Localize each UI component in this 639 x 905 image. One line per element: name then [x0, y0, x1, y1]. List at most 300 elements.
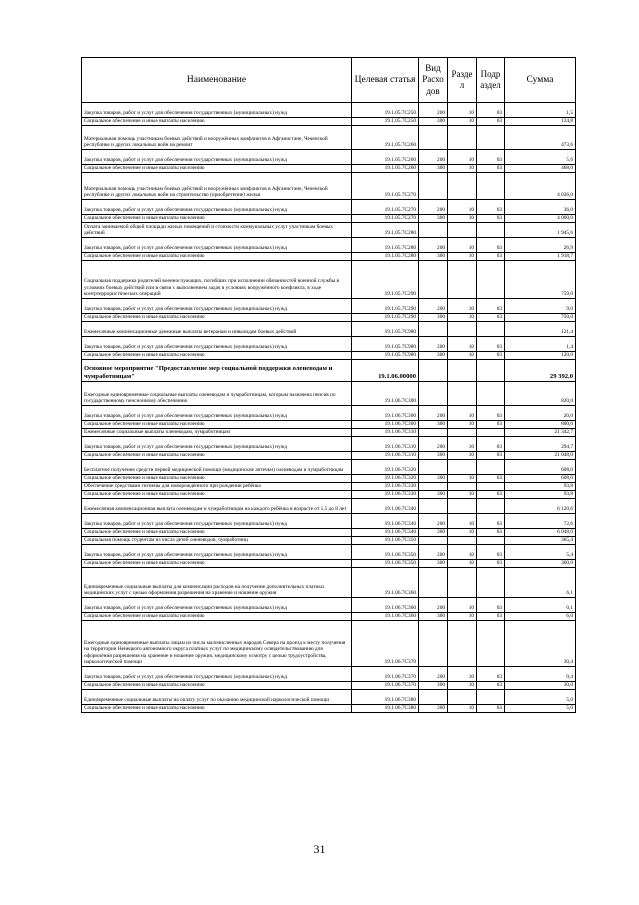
table-row — [82, 360, 576, 382]
cell-name: Социальное обеспечение и иные выплаты населению — [82, 475, 352, 483]
table-row — [82, 421, 576, 429]
table-row — [82, 483, 576, 491]
cell-expense-type — [419, 360, 448, 382]
cell-section: 10 — [448, 337, 477, 352]
cell-name: Оплата занимаемой общей площади жилых помещений и стоимости коммунальных услуг участникам боевых действий — [82, 223, 352, 238]
cell-expense-type: 300 — [419, 560, 448, 568]
cell-amount: 21 048,0 — [505, 452, 576, 460]
cell-subsection: 03 — [477, 475, 505, 483]
cell-subsection — [477, 499, 505, 514]
cell-article: 19.1.05.7С290 — [352, 314, 419, 322]
table-row — [82, 215, 576, 223]
cell-subsection: 03 — [477, 253, 505, 261]
cell-expense-type — [419, 173, 448, 200]
cell-expense-type: 200 — [419, 299, 448, 314]
table-row — [82, 598, 576, 613]
cell-article: 19.1.05.7С260 — [352, 126, 419, 150]
cell-subsection: 03 — [477, 337, 505, 352]
cell-name: Бесплатное получение средств первой медицинской помощи (медицинские аптечки) оленеводам и чумработницам — [82, 460, 352, 475]
table-row — [82, 499, 576, 514]
cell-expense-type: 200 — [419, 337, 448, 352]
cell-expense-type: 300 — [419, 452, 448, 460]
cell-article: 19.1.06.7С310 — [352, 437, 419, 452]
cell-expense-type: 300 — [419, 475, 448, 483]
cell-section — [448, 382, 477, 406]
cell-article: 19.1.06.7С300 — [352, 382, 419, 406]
cell-name: Социальное обеспечение и иные выплаты населению — [82, 452, 352, 460]
cell-subsection: 03 — [477, 150, 505, 165]
header-section: Разде л — [448, 58, 477, 103]
cell-expense-type — [419, 382, 448, 406]
cell-article: 19.1.06.7С320 — [352, 460, 419, 475]
table-row — [82, 621, 576, 667]
cell-article: 19.1.05.7С260 — [352, 150, 419, 165]
cell-section: 10 — [448, 529, 477, 537]
cell-article: 19.1.06.7С330 — [352, 491, 419, 499]
cell-expense-type — [419, 429, 448, 437]
cell-name: Социальное обеспечение и иные выплаты населению — [82, 421, 352, 429]
cell-name: Ежемесячные компенсационные денежные выплаты ветеранам и инвалидам боевых действий — [82, 322, 352, 337]
cell-subsection: 03 — [477, 667, 505, 682]
cell-article: 19.1.05.7С280 — [352, 253, 419, 261]
header-name: Наименование — [82, 58, 352, 103]
table-row — [82, 103, 576, 118]
cell-name: Социальное обеспечение и иные выплаты населению — [82, 560, 352, 568]
cell-expense-type: 200 — [419, 514, 448, 529]
cell-expense-type: 200 — [419, 200, 448, 215]
cell-expense-type — [419, 499, 448, 514]
cell-name: Ежегодные единовременные выплаты лицам из числа малочисленных народов Севера на проезд к месту получения на территории Ненецкого автономного округа платных услуг по медицинскому освидетельствованию для оформления разрешения на хранение и ношение оружия, медицинскому осмотру с целью трудоустройства, наркологической помощи — [82, 621, 352, 667]
cell-amount: 36,0 — [505, 200, 576, 215]
cell-name: Социальное обеспечение и иные выплаты населению — [82, 705, 352, 713]
cell-section: 10 — [448, 314, 477, 322]
cell-subsection: 03 — [477, 545, 505, 560]
cell-subsection: 03 — [477, 437, 505, 452]
cell-article: 19.1.05.7С270 — [352, 173, 419, 200]
cell-expense-type: 200 — [419, 103, 448, 118]
cell-section: 10 — [448, 421, 477, 429]
table-row — [82, 475, 576, 483]
cell-subsection: 03 — [477, 491, 505, 499]
cell-name: Материальная помощь участникам боевых действий и вооружённых конфликтов в Афганистане, Чеченской республике и других локальных войн на строительство (приобретение) жилья — [82, 173, 352, 200]
cell-amount: 473,6 — [505, 126, 576, 150]
cell-article: 19.1.05.7С280 — [352, 238, 419, 253]
cell-expense-type: 200 — [419, 437, 448, 452]
table-row — [82, 337, 576, 352]
cell-name: Социальное обеспечение и иные выплаты населению — [82, 682, 352, 690]
cell-name: Социальная помощь студентам из числа детей оленеводов, чумработниц — [82, 537, 352, 545]
table-row — [82, 429, 576, 437]
cell-article: 19.1.06.7С370 — [352, 621, 419, 667]
cell-subsection: 03 — [477, 452, 505, 460]
cell-name: Социальное обеспечение и иные выплаты населению — [82, 253, 352, 261]
cell-name: Закупка товаров, работ и услуг для обеспечения государственных (муниципальных) нужд — [82, 667, 352, 682]
cell-article: 19.1.05.7С980 — [352, 322, 419, 337]
cell-amount: 0,1 — [505, 598, 576, 613]
table-header-row — [82, 58, 576, 103]
cell-section — [448, 483, 477, 491]
cell-article: 19.1.06.7С350 — [352, 545, 419, 560]
header-amount: Сумма — [505, 58, 576, 103]
cell-name: Основное мероприятие "Предоставление мер социальной поддержки оленеводам и чумработницам" — [82, 360, 352, 382]
cell-subsection: 03 — [477, 560, 505, 568]
cell-subsection — [477, 223, 505, 238]
cell-expense-type: 300 — [419, 421, 448, 429]
cell-subsection: 03 — [477, 165, 505, 173]
cell-name: Материальная помощь участникам боевых действий и вооружённых конфликтов в Афганистане, Чеченской республике и других локальных войн на ремонт — [82, 126, 352, 150]
cell-article: 19.1.05.7С290 — [352, 299, 419, 314]
cell-expense-type — [419, 261, 448, 299]
cell-subsection: 03 — [477, 118, 505, 126]
table-row — [82, 437, 576, 452]
cell-article: 19.1.05.7С250 — [352, 103, 419, 118]
cell-name: Закупка товаров, работ и услуг для обеспечения государственных (муниципальных) нужд — [82, 103, 352, 118]
cell-amount: 29 392,0 — [505, 360, 576, 382]
cell-expense-type: 300 — [419, 352, 448, 360]
cell-section: 10 — [448, 165, 477, 173]
cell-section: 10 — [448, 238, 477, 253]
cell-section — [448, 173, 477, 200]
cell-subsection — [477, 382, 505, 406]
cell-subsection — [477, 360, 505, 382]
cell-name: Единовременные социальные выплаты для компенсации расходов на получение дополнительных платных медицинских услуг с целью оформления разрешения на хранение и ношение оружия — [82, 568, 352, 598]
cell-section: 10 — [448, 705, 477, 713]
cell-subsection: 03 — [477, 705, 505, 713]
cell-section: 10 — [448, 200, 477, 215]
table-row — [82, 613, 576, 621]
cell-expense-type: 200 — [419, 406, 448, 421]
cell-article: 19.1.06.7С360 — [352, 598, 419, 613]
cell-section — [448, 261, 477, 299]
cell-section: 10 — [448, 667, 477, 682]
cell-subsection — [477, 537, 505, 545]
cell-amount: 4 000,0 — [505, 215, 576, 223]
table-row — [82, 514, 576, 529]
table-row — [82, 238, 576, 253]
cell-expense-type — [419, 460, 448, 475]
header-expense-type: Вид Расхо дов — [419, 58, 448, 103]
cell-article: 19.1.06.7С360 — [352, 613, 419, 621]
cell-amount: 1 945,6 — [505, 223, 576, 238]
cell-section: 10 — [448, 613, 477, 621]
cell-name: Закупка товаров, работ и услуг для обеспечения государственных (муниципальных) нужд — [82, 514, 352, 529]
cell-subsection — [477, 126, 505, 150]
cell-article: 19.1.06.7С310 — [352, 452, 419, 460]
cell-section: 10 — [448, 514, 477, 529]
cell-name: Закупка товаров, работ и услуг для обеспечения государственных (муниципальных) нужд — [82, 598, 352, 613]
table-row — [82, 682, 576, 690]
cell-amount: 750,0 — [505, 314, 576, 322]
cell-expense-type: 300 — [419, 314, 448, 322]
table-row — [82, 200, 576, 215]
cell-expense-type — [419, 537, 448, 545]
cell-section — [448, 223, 477, 238]
cell-amount: 5,0 — [505, 690, 576, 705]
cell-amount: 800,0 — [505, 421, 576, 429]
cell-subsection: 03 — [477, 529, 505, 537]
table-row — [82, 118, 576, 126]
cell-amount: 365,4 — [505, 537, 576, 545]
cell-article: 19.1.05.7С270 — [352, 200, 419, 215]
cell-section — [448, 429, 477, 437]
table-row — [82, 165, 576, 173]
table-row — [82, 537, 576, 545]
cell-amount: 360,0 — [505, 560, 576, 568]
cell-article: 19.1.06.7С320 — [352, 475, 419, 483]
cell-expense-type: 200 — [419, 150, 448, 165]
cell-name: Социальное обеспечение и иные выплаты населению — [82, 215, 352, 223]
table-row — [82, 491, 576, 499]
table-row — [82, 261, 576, 299]
cell-name: Закупка товаров, работ и услуг для обеспечения государственных (муниципальных) нужд — [82, 200, 352, 215]
cell-expense-type: 300 — [419, 118, 448, 126]
cell-section: 10 — [448, 150, 477, 165]
cell-name: Закупка товаров, работ и услуг для обеспечения государственных (муниципальных) нужд — [82, 406, 352, 421]
table-row — [82, 253, 576, 261]
cell-expense-type — [419, 126, 448, 150]
cell-article: 19.1.06.7С380 — [352, 690, 419, 705]
cell-name: Закупка товаров, работ и услуг для обеспечения государственных (муниципальных) нужд — [82, 545, 352, 560]
table-row — [82, 452, 576, 460]
cell-amount: 72,6 — [505, 514, 576, 529]
cell-subsection: 03 — [477, 314, 505, 322]
cell-section: 10 — [448, 103, 477, 118]
cell-article: 19.1.06.00000 — [352, 360, 419, 382]
cell-name: Ежегодные единовременные социальные выплаты оленеводам и чумработницам, которым назначена пенсия по государственному пенсионному обеспечению — [82, 382, 352, 406]
cell-amount: 6,0 — [505, 613, 576, 621]
cell-article: 19.1.06.7С300 — [352, 421, 419, 429]
cell-article: 19.1.05.7С270 — [352, 215, 419, 223]
cell-expense-type: 200 — [419, 598, 448, 613]
cell-subsection: 03 — [477, 613, 505, 621]
cell-section: 10 — [448, 118, 477, 126]
table-row — [82, 382, 576, 406]
cell-section: 10 — [448, 406, 477, 421]
cell-amount: 124,8 — [505, 118, 576, 126]
budget-table — [81, 57, 576, 713]
cell-amount: 294,7 — [505, 437, 576, 452]
cell-expense-type — [419, 322, 448, 337]
cell-article: 19.1.05.7С260 — [352, 165, 419, 173]
table-row — [82, 322, 576, 337]
table-row — [82, 299, 576, 314]
cell-article: 19.1.06.7С330 — [352, 483, 419, 491]
cell-name: Социальное обеспечение и иные выплаты населению — [82, 613, 352, 621]
cell-subsection — [477, 173, 505, 200]
cell-expense-type — [419, 223, 448, 238]
cell-amount: 1,4 — [505, 337, 576, 352]
header-article: Целевая статья — [352, 58, 419, 103]
cell-name: Закупка товаров, работ и услуг для обеспечения государственных (муниципальных) нужд — [82, 337, 352, 352]
cell-amount: 820,0 — [505, 382, 576, 406]
cell-amount: 759,0 — [505, 261, 576, 299]
cell-section — [448, 537, 477, 545]
cell-subsection — [477, 429, 505, 437]
cell-section: 10 — [448, 560, 477, 568]
cell-subsection: 03 — [477, 406, 505, 421]
cell-section: 10 — [448, 682, 477, 690]
cell-amount: 9,0 — [505, 299, 576, 314]
cell-section: 10 — [448, 475, 477, 483]
cell-section: 10 — [448, 253, 477, 261]
cell-article: 19.1.06.7С300 — [352, 406, 419, 421]
cell-amount: 30,4 — [505, 621, 576, 667]
cell-expense-type: 200 — [419, 238, 448, 253]
cell-expense-type: 200 — [419, 545, 448, 560]
table-row — [82, 314, 576, 322]
cell-article: 19.1.06.7С370 — [352, 667, 419, 682]
cell-name: Социальное обеспечение и иные выплаты населению — [82, 491, 352, 499]
cell-subsection — [477, 568, 505, 598]
table-row — [82, 173, 576, 200]
cell-article: 19.1.05.7С280 — [352, 223, 419, 238]
cell-expense-type: 300 — [419, 705, 448, 713]
cell-article: 19.1.06.7С340 — [352, 529, 419, 537]
cell-article: 19.1.05.7С980 — [352, 352, 419, 360]
cell-amount: 5,4 — [505, 545, 576, 560]
cell-expense-type — [419, 690, 448, 705]
cell-name: Социальное обеспечение и иные выплаты населению — [82, 165, 352, 173]
cell-section: 10 — [448, 491, 477, 499]
cell-section: 10 — [448, 452, 477, 460]
cell-section — [448, 360, 477, 382]
cell-name: Обеспечение средствами гигиены для новорождённого при рождении ребёнка — [82, 483, 352, 491]
cell-article: 19.1.05.7С290 — [352, 261, 419, 299]
cell-section — [448, 499, 477, 514]
cell-name: Ежемесячные социальные выплаты оленеводам, чумработницам — [82, 429, 352, 437]
cell-amount: 0,4 — [505, 667, 576, 682]
table-row — [82, 690, 576, 705]
cell-expense-type: 300 — [419, 253, 448, 261]
table-row — [82, 223, 576, 238]
cell-subsection: 03 — [477, 299, 505, 314]
cell-subsection — [477, 460, 505, 475]
cell-article: 19.1.06.7С370 — [352, 682, 419, 690]
cell-name: Ежемесячная компенсационная выплата оленеводам и чумработницам на каждого ребёнка в возрасте от 1,5 до 8 лет — [82, 499, 352, 514]
header-subsection: Подр аздел — [477, 58, 505, 103]
table-row — [82, 545, 576, 560]
table-row — [82, 705, 576, 713]
cell-expense-type — [419, 621, 448, 667]
table-row — [82, 529, 576, 537]
cell-expense-type: 300 — [419, 613, 448, 621]
cell-section: 10 — [448, 215, 477, 223]
cell-amount: 93,8 — [505, 491, 576, 499]
cell-amount: 468,0 — [505, 165, 576, 173]
cell-amount: 5,6 — [505, 150, 576, 165]
cell-section: 10 — [448, 299, 477, 314]
cell-name: Единовременные социальные выплаты на оплату услуг по оказанию медицинской наркологической помощи — [82, 690, 352, 705]
cell-name: Закупка товаров, работ и услуг для обеспечения государственных (муниципальных) нужд — [82, 150, 352, 165]
table-row — [82, 667, 576, 682]
cell-section — [448, 322, 477, 337]
cell-article: 19.1.06.7С350 — [352, 560, 419, 568]
cell-amount: 121,4 — [505, 322, 576, 337]
cell-article: 19.1.06.7С350 — [352, 537, 419, 545]
cell-subsection — [477, 322, 505, 337]
cell-section: 10 — [448, 545, 477, 560]
cell-subsection — [477, 261, 505, 299]
cell-amount: 4 036,0 — [505, 173, 576, 200]
cell-article: 19.1.06.7С310 — [352, 429, 419, 437]
cell-amount: 5,0 — [505, 705, 576, 713]
cell-subsection: 03 — [477, 598, 505, 613]
table-row — [82, 352, 576, 360]
cell-section: 10 — [448, 598, 477, 613]
cell-name: Закупка товаров, работ и услуг для обеспечения государственных (муниципальных) нужд — [82, 299, 352, 314]
cell-expense-type: 300 — [419, 682, 448, 690]
table-row — [82, 406, 576, 421]
cell-name: Социальная поддержка родителей военнослужащих, погибших при исполнении обязанностей военной службы в условиях боевых действий или в связи с выполнением задач в условиях вооружённого конфликта, в ходе контртеррористических операций — [82, 261, 352, 299]
cell-amount: 26,9 — [505, 238, 576, 253]
cell-expense-type — [419, 568, 448, 598]
cell-amount: 608,0 — [505, 475, 576, 483]
cell-subsection — [477, 621, 505, 667]
cell-subsection: 03 — [477, 238, 505, 253]
table-row — [82, 460, 576, 475]
cell-subsection: 03 — [477, 682, 505, 690]
cell-section — [448, 621, 477, 667]
table-body — [82, 103, 576, 713]
cell-subsection: 03 — [477, 103, 505, 118]
page-number: 31 — [313, 842, 326, 856]
cell-article: 19.1.06.7С380 — [352, 705, 419, 713]
cell-amount: 93,8 — [505, 483, 576, 491]
cell-amount: 20,0 — [505, 406, 576, 421]
table-row — [82, 150, 576, 165]
cell-subsection: 03 — [477, 200, 505, 215]
cell-amount: 6 120,6 — [505, 499, 576, 514]
cell-section — [448, 568, 477, 598]
table-row — [82, 568, 576, 598]
cell-expense-type: 200 — [419, 667, 448, 682]
cell-article: 19.1.06.7С340 — [352, 499, 419, 514]
table-row — [82, 560, 576, 568]
cell-subsection: 03 — [477, 352, 505, 360]
cell-expense-type — [419, 483, 448, 491]
cell-section — [448, 690, 477, 705]
cell-name: Социальное обеспечение и иные выплаты населению — [82, 529, 352, 537]
cell-amount: 6,1 — [505, 568, 576, 598]
cell-expense-type: 300 — [419, 215, 448, 223]
cell-amount: 1,5 — [505, 103, 576, 118]
cell-article: 19.1.05.7С980 — [352, 337, 419, 352]
cell-expense-type: 300 — [419, 491, 448, 499]
cell-name: Социальное обеспечение и иные выплаты населению — [82, 314, 352, 322]
cell-amount: 6 048,0 — [505, 529, 576, 537]
cell-section: 10 — [448, 352, 477, 360]
cell-amount: 21 342,7 — [505, 429, 576, 437]
cell-section — [448, 460, 477, 475]
table-row — [82, 126, 576, 150]
cell-name: Социальное обеспечение и иные выплаты населению — [82, 352, 352, 360]
cell-amount: 120,0 — [505, 352, 576, 360]
cell-subsection — [477, 483, 505, 491]
cell-amount: 608,0 — [505, 460, 576, 475]
cell-amount: 1 918,7 — [505, 253, 576, 261]
cell-article: 19.1.06.7С340 — [352, 514, 419, 529]
cell-subsection: 03 — [477, 215, 505, 223]
cell-expense-type: 300 — [419, 165, 448, 173]
cell-section: 10 — [448, 437, 477, 452]
cell-name: Закупка товаров, работ и услуг для обеспечения государственных (муниципальных) нужд — [82, 238, 352, 253]
cell-expense-type: 300 — [419, 529, 448, 537]
cell-name: Социальное обеспечение и иные выплаты населению — [82, 118, 352, 126]
cell-article: 19.1.06.7С360 — [352, 568, 419, 598]
cell-subsection: 03 — [477, 421, 505, 429]
cell-subsection — [477, 690, 505, 705]
cell-section — [448, 126, 477, 150]
